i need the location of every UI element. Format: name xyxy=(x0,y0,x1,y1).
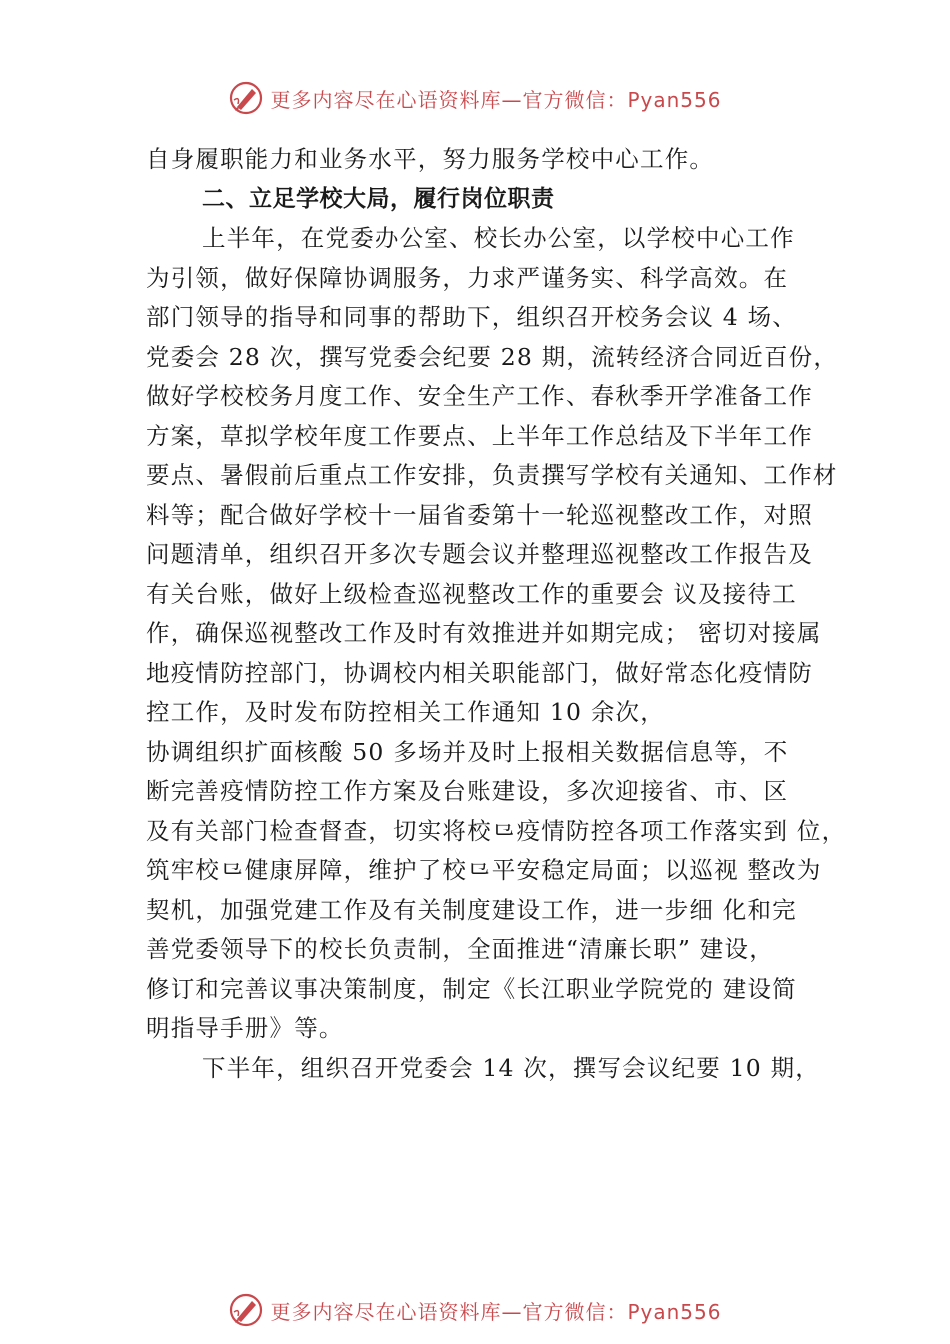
watermark-text: 更多内容尽在心语资料库—官方微信：Pyan556 xyxy=(270,87,722,112)
section-heading: 二、立足学校大局，履行岗位职责 xyxy=(202,185,555,212)
text-line: 契机，加强党建工作及有关制度建设工作，进一步细 化和完 xyxy=(146,895,797,924)
text-line: 问题清单，组织召开多次专题会议并整理巡视整改工作报告及 xyxy=(146,540,813,568)
text-line: 控工作，及时发布防控相关工作通知 10 余次， xyxy=(146,698,665,726)
text-line: 部门领导的指导和同事的帮助下，组织召开校务会议 4 场、 xyxy=(146,303,797,331)
text-line: 下半年，组织召开党委会 14 次，撰写会议纪要 10 期， xyxy=(202,1053,820,1082)
text-line: 做好学校校务月度工作、安全生产工作、春秋季开学准备工作 xyxy=(146,382,813,410)
text-line: 及有关部门检查督查，切实将校⺋疫情防控各项工作落实到 位， xyxy=(146,816,847,845)
text-line: 上半年，在党委办公室、校长办公室，以学校中心工作 xyxy=(202,224,795,252)
text-line: 善党委领导下的校长负责制，全面推进“清廉长职” 建设， xyxy=(146,935,774,963)
text-line: 有关台账，做好上级检查巡视整改工作的重要会 议及接待工 xyxy=(146,579,797,608)
watermark-banner-bottom xyxy=(0,1288,950,1332)
text-line: 断完善疫情防控工作方案及台账建设，多次迎接省、市、区 xyxy=(146,777,789,805)
text-line: 筑牢校⺋健康屏障，维护了校⺋平安稳定局面；以巡视 整改为 xyxy=(146,856,822,884)
text-line: 要点、暑假前后重点工作安排，负责撰写学校有关通知、工作材 xyxy=(146,461,838,489)
text-line: 党委会 28 次，撰写党委会纪要 28 期，流转经济合同近百份， xyxy=(146,342,839,371)
text-line: 作，确保巡视整改工作及时有效推进并如期完成； 密切对接属 xyxy=(146,619,822,647)
watermark-text: 更多内容尽在心语资料库—官方微信：Pyan556 xyxy=(270,1299,722,1324)
text-line: 协调组织扩面核酸 50 多场并及时上报相关数据信息等，不 xyxy=(146,737,789,766)
text-line: 修订和完善议事决策制度，制定《长江职业学院党的 建设简 xyxy=(146,974,797,1003)
pen-logo-icon xyxy=(228,80,264,116)
text-line: 自身履职能力和业务水平，努力服务学校中心工作。 xyxy=(146,145,715,173)
watermark-banner-top xyxy=(0,76,950,120)
text-line: 料等；配合做好学校十一届省委第十一轮巡视整改工作，对照 xyxy=(146,500,813,529)
text-line: 地疫情防控部门，协调校内相关职能部门，做好常态化疫情防 xyxy=(146,658,813,687)
text-line: 明指导手册》等。 xyxy=(146,1014,344,1042)
text-line: 方案，草拟学校年度工作要点、上半年工作总结及下半年工作 xyxy=(146,421,813,450)
text-line: 为引领，做好保障协调服务，力求严谨务实、科学高效。在 xyxy=(146,263,789,292)
document-body xyxy=(146,140,847,1088)
pen-logo-icon xyxy=(228,1292,264,1328)
